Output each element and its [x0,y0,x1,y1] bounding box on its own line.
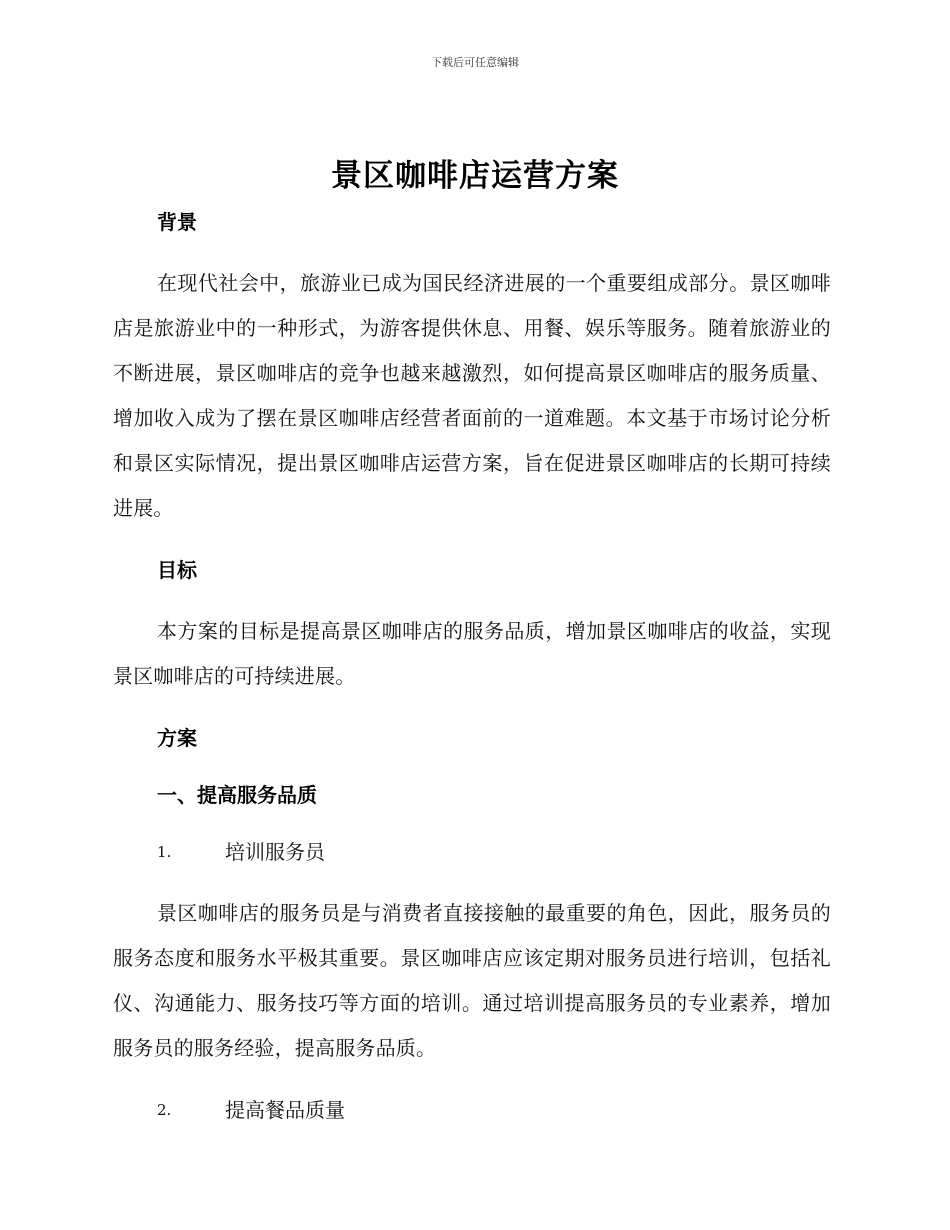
list-item-training [113,834,831,870]
list-item-food-quality [113,1092,831,1128]
header-note: 下载后可任意编辑 [431,56,519,69]
list-label: 培训服务员 [225,840,325,864]
document-title: 景区咖啡店运营方案 [331,158,619,194]
list-number: 1. [157,843,172,861]
section-heading-background: 背景 [157,210,197,234]
goal-paragraph: 本方案的目标是提高景区咖啡店的服务品质，增加景区咖啡店的收益，实现景区咖啡店的可持续进展。 [113,619,831,688]
list-number: 2. [157,1101,172,1119]
training-paragraph: 景区咖啡店的服务员是与消费者直接接触的最重要的角色，因此，服务员的服务态度和服务水平极其重要。景区咖啡店应该定期对服务员进行培训，包括礼仪、沟通能力、服务技巧等方面的培训。通过培训提高服务员的专业素养，增加服务员的服务经验，提高服务品质。 [113,901,831,1060]
list-label: 提高餐品质量 [225,1098,345,1122]
section-heading-plan: 方案 [157,726,197,750]
document-body [113,204,831,1128]
section-heading-goal: 目标 [157,558,197,582]
subsection-heading-service: 一、提高服务品质 [157,783,317,807]
background-paragraph: 在现代社会中，旅游业已成为国民经济进展的一个重要组成部分。景区咖啡店是旅游业中的一种形式，为游客提供休息、用餐、娱乐等服务。随着旅游业的不断进展，景区咖啡店的竞争也越来越激烈，如何提高景区咖啡店的服务质量、增加收入成为了摆在景区咖啡店经营者面前的一道难题。本文基于市场讨论分析和景区实际情况，提出景区咖啡店运营方案，旨在促进景区咖啡店的长期可持续进展。 [113,271,831,520]
